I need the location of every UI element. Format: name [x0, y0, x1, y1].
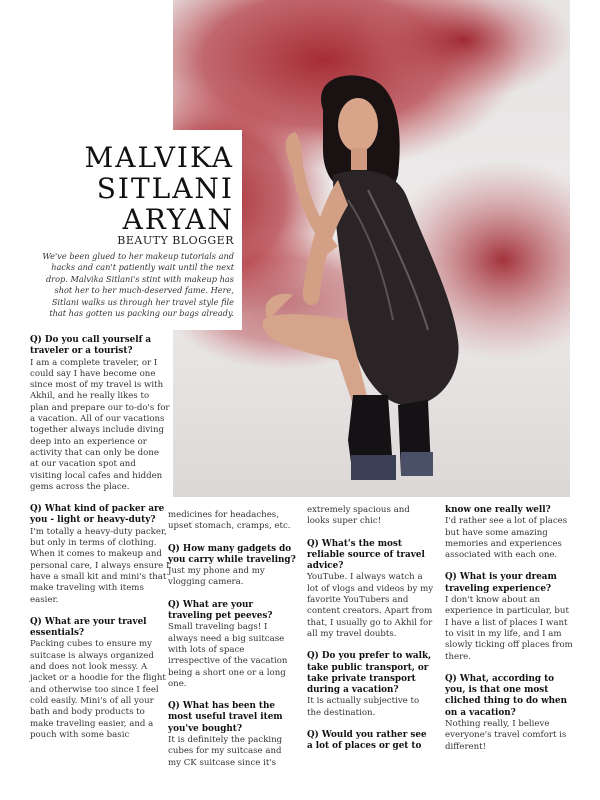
- person-name: [85, 142, 234, 235]
- answer-5: Small traveling bags! I always need a big suitcase with lots of space irrespective of the vacation being a short one or a long one.: [168, 622, 288, 689]
- question-10: Q) What is your dream traveling experience?: [445, 572, 557, 594]
- answer-7: YouTube. I always watch a lot of vlogs and videos by my favorite YouTubers and content creators. Apart from that, I usually go to Akhil for all my travel doubts.: [307, 572, 434, 639]
- answer-8: It is actually subjective to the destination.: [307, 696, 420, 718]
- name-line-2: SITLANI: [96, 172, 234, 205]
- question-7: Q) What's the most reliable source of travel advice?: [307, 538, 425, 572]
- question-9: Q) Would you rather see a lot of places or get to: [307, 730, 427, 752]
- question-6: Q) What has been the most useful travel item you've bought?: [168, 701, 283, 734]
- article-column-1: [30, 335, 170, 741]
- question-9-continued: know one really well?: [445, 505, 551, 515]
- answer-3: Packing cubes to ensure my suitcase is always organized and does not look messy. A jacket or a hoodie for the flight and otherwise too since I feel cold easily. Mini's of all your bath and body products to make traveling easier, and a pouch with some basic: [30, 639, 166, 740]
- answer-10: I don't know about an experience in particular, but I have a list of places I want to visit in my life, and I am slowly ticking off places from there.: [445, 595, 573, 662]
- name-line-3: ARYAN: [122, 203, 234, 236]
- question-1: Q) Do you call yourself a traveler or a tourist?: [30, 335, 152, 357]
- question-5: Q) What are your traveling pet peeves?: [168, 599, 273, 622]
- answer-6: It is definitely the packing cubes for my suitcase and my CK suitcase since it's: [168, 735, 283, 768]
- title-block: [36, 130, 242, 330]
- answer-11: Nothing really, I believe everyone's travel comfort is different!: [445, 719, 567, 752]
- answer-9: I'd rather see a lot of places but have some amazing memories and experiences associated with each one.: [445, 516, 568, 561]
- question-8: Q) Do you prefer to walk, take public transport, or take private transport during a vacation?: [307, 651, 432, 696]
- name-line-1: MALVIKA: [84, 141, 234, 174]
- answer-1: I am a complete traveler, or I could say I have become one since most of my travel is with Akhil, and he really likes to plan and prepare our to-do's for a vacation. All of our vacations together always include diving deep into an experience or activity that can only be done at our vacation spot and visiting local cafes and hidden gems across the place.: [30, 357, 170, 492]
- subtitle: BEAUTY BLOGGER: [117, 234, 234, 247]
- answer-4: Just my phone and my vlogging camera.: [168, 566, 265, 588]
- question-3: Q) What are your travel essentials?: [30, 616, 147, 639]
- article-column-3: [307, 505, 435, 753]
- intro-paragraph: We've been glued to her makeup tutorials and hacks and can't patiently wait until the next drop. Malvika Sitlani's stint with makeup has shot her to her much-deserved fame. Here, Sitlani walks us through her travel style file that has gotten us packing our bags already.: [42, 251, 234, 319]
- question-2: Q) What kind of packer are you - light or heavy-duty?: [30, 504, 165, 526]
- answer-2: I'm totally a heavy-duty packer, but only in terms of clothing. When it comes to makeup and personal care, I always ensure I have a small kit and mini's that make traveling with items easier.: [30, 526, 170, 605]
- article-column-4: [445, 505, 575, 753]
- question-11: Q) What, according to you, is that one most cliched thing to do when on a vacation?: [445, 673, 568, 718]
- question-4: Q) How many gadgets do you carry while traveling?: [168, 543, 296, 565]
- article-column-2: [168, 510, 296, 769]
- answer-3-continued: medicines for headaches, upset stomach, cramps, etc.: [168, 510, 291, 532]
- answer-6-continued: extremely spacious and looks super chic!: [307, 505, 410, 527]
